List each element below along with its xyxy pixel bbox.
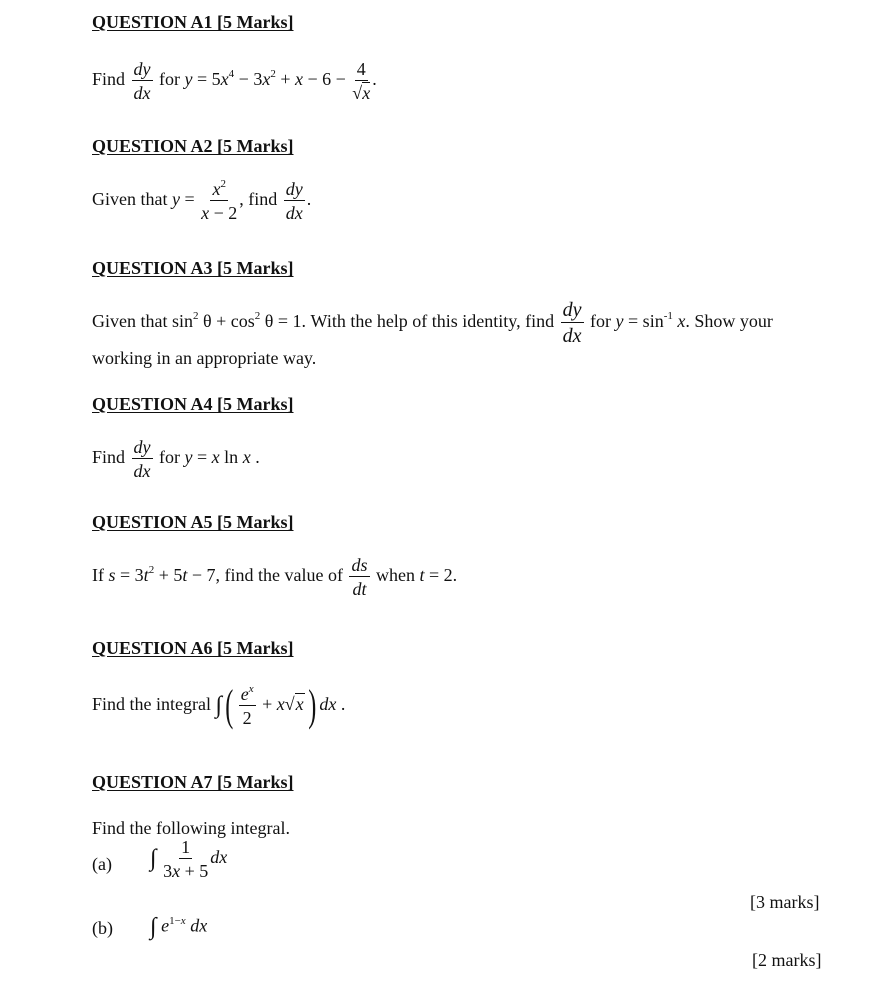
dy-dx-fraction: $\frac{dy}{dx}$ [133,437,151,481]
part-b-integral: ∫ $e^{1-x}$ dx [150,914,208,940]
find-label: , find [239,189,278,210]
question-a7-header: QUESTION A7 [5 Marks] [92,772,294,792]
one-over-3x-plus-5-fraction: $\frac{1}{3x + 5}$ [163,837,209,881]
ds-dt-fraction: $\frac{ds}{dt}$ [351,555,368,599]
given-label: Given that [92,189,168,210]
integral-sign-icon: ∫ [150,845,157,872]
part-a-integral: ∫ $\frac{1}{3x + 5}$ dx [150,837,228,881]
ex-over-2-fraction: $\frac{e^x}{2}$ [240,683,254,728]
if-label: If [92,565,104,586]
question-a3-header: QUESTION A3 [5 Marks] [92,258,294,278]
left-paren: ( [225,681,234,730]
for-label: for [159,447,181,468]
part-b-label: (b) [92,918,113,938]
for-label: for [590,311,612,332]
question-a7-intro: Find the following integral. [92,818,290,838]
find-label: Find [92,447,126,468]
dy-dx-fraction: $\frac{dy}{dx}$ [285,179,303,223]
question-a3-line1: Given that $\sin^2 \theta + \cos^2 \theta = 1$. With the help of this identity, find $\frac{dy}{dx}$ for $y = \sin^{-1} x$. Show your [92,299,773,347]
find-label: Find [92,69,126,90]
a3-text-4: . Show your [685,311,773,332]
find-value-label: , find the value of [215,565,343,586]
question-a1-body [92,60,377,102]
question-a1-header: QUESTION A1 [5 Marks] [92,12,294,32]
question-a5-body: If $s = 3t^2 + 5t - 7$, find the value of $\frac{ds}{dt}$ when t = 2. [92,555,458,599]
question-a6-header: QUESTION A6 [5 Marks] [92,638,294,658]
a1-equation: $y = 5x^4 - 3x^2 + x - 6$ − $\frac{4}{√x}$ . [184,59,377,103]
part-b-marks: [2 marks] [752,950,822,970]
question-a3-line2: working in an appropriate way. [92,348,317,368]
a3-text-3: θ = 1. With the help of this identity, find [264,311,555,332]
question-a4-body: Find $\frac{dy}{dx}$ for y = x ln x . [92,437,260,481]
four-over-root-x-fraction: $\frac{4}{√x}$ [352,59,371,103]
dy-dx-fraction: $\frac{dy}{dx}$ [562,299,582,347]
t-value: = 2. [429,565,458,586]
integral-sign-icon: ∫ [215,692,223,719]
period: . [306,189,312,210]
question-a6-body: Find the integral ∫( $\frac{e^x}{2}$ + x√x) dx . [92,681,346,730]
part-a-label: (a) [92,854,112,874]
part-a-marks: [3 marks] [750,892,820,912]
a3-text-2: θ + cos [203,311,255,332]
for-label: for [159,69,181,90]
dy-dx-fraction: $\frac{dy}{dx}$ [133,59,151,103]
question-a2-header: QUESTION A2 [5 Marks] [92,136,294,156]
question-a2-body: Given that y = $\frac{x^2}{x - 2}$ , find $\frac{dy}{dx}$ . [92,178,312,223]
integral-sign-icon: ∫ [150,914,157,940]
question-a4-header: QUESTION A4 [5 Marks] [92,394,294,414]
x2-over-x-minus-2-fraction: $\frac{x^2}{x - 2}$ [201,178,238,223]
question-a5-header: QUESTION A5 [5 Marks] [92,512,294,532]
find-integral-label: Find the integral [92,694,211,715]
a3-text-1: Given that sin [92,311,193,332]
right-paren: ) [307,681,317,730]
when-label: when [376,565,415,586]
